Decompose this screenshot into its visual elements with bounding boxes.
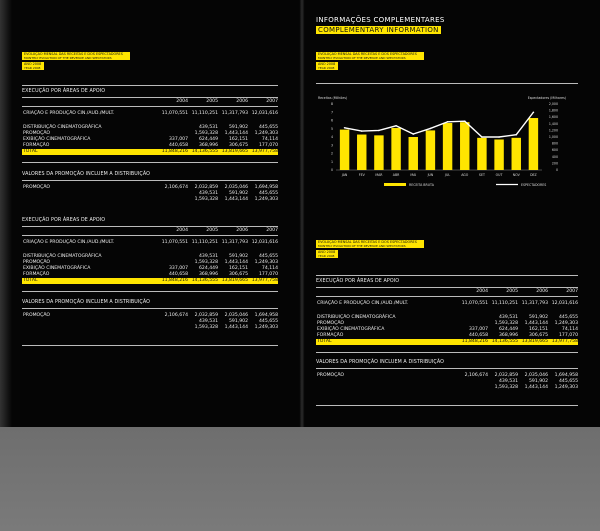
legend-swatch-bars bbox=[384, 183, 406, 186]
y-tick-label: 6 bbox=[330, 118, 333, 123]
line-point bbox=[378, 130, 380, 132]
value-cell: 445,655 bbox=[259, 319, 278, 324]
total-row bbox=[22, 278, 278, 284]
section-title: VALORES DA PROMOÇÃO INCLUEM A DISTRIBUIÇÃO bbox=[22, 300, 151, 305]
line-point bbox=[412, 133, 414, 135]
row-label: TOTAL bbox=[23, 278, 38, 283]
x-tick-label: NOV bbox=[512, 173, 520, 177]
section-title: VALORES DA PROMOÇÃO INCLUEM A DISTRIBUIÇÃO bbox=[22, 172, 151, 177]
value-cell: 11,070,551 bbox=[161, 240, 188, 245]
value-cell: 13,819,665 bbox=[221, 149, 248, 154]
bar bbox=[494, 139, 503, 170]
value-cell: 2,035,046 bbox=[224, 185, 248, 190]
year-header-row bbox=[22, 228, 278, 234]
table-row bbox=[22, 240, 278, 246]
value-cell: 14,136,555 bbox=[491, 339, 518, 344]
y2-tick-label: 1,400 bbox=[548, 121, 558, 126]
year-header-row bbox=[316, 289, 578, 295]
value-cell: 1,443,144 bbox=[224, 131, 248, 136]
value-cell: 337,007 bbox=[169, 266, 188, 271]
x-tick-label: JUN bbox=[427, 173, 434, 177]
row-label: FORMAÇÃO bbox=[23, 143, 50, 148]
value-cell: 1,249,303 bbox=[554, 385, 578, 390]
row-label: PROMOÇÃO bbox=[23, 260, 51, 265]
row-label: DISTRIBUIÇÃO CINEMATOGRÁFICA bbox=[23, 125, 102, 130]
y2-tick-label: 800 bbox=[551, 141, 558, 146]
divider bbox=[22, 226, 278, 227]
value-cell: 1,593,328 bbox=[194, 325, 218, 330]
value-cell: 445,655 bbox=[559, 379, 578, 384]
value-cell: 74,114 bbox=[561, 327, 578, 332]
row-label: DISTRIBUIÇÃO CINEMATOGRÁFICA bbox=[23, 254, 102, 259]
heading-block bbox=[22, 52, 278, 70]
divider bbox=[316, 83, 578, 84]
value-cell: 445,655 bbox=[559, 315, 578, 320]
value-cell: 1,443,144 bbox=[524, 321, 548, 326]
line-point bbox=[464, 120, 466, 122]
value-cell: 11,848,216 bbox=[161, 278, 188, 283]
value-cell: 11,848,216 bbox=[161, 149, 188, 154]
value-cell: 1,249,303 bbox=[254, 197, 278, 202]
x-tick-label: JUL bbox=[445, 173, 451, 177]
line-point bbox=[498, 136, 500, 138]
value-cell: 177,070 bbox=[559, 333, 578, 338]
y2-tick-label: 600 bbox=[551, 148, 558, 153]
value-cell: 1,249,303 bbox=[254, 260, 278, 265]
line-point bbox=[447, 121, 449, 123]
divider bbox=[316, 368, 578, 369]
heading-year-en: YEAR 2008 bbox=[22, 66, 44, 70]
heading-year-en: YEAR 2008 bbox=[316, 254, 338, 258]
monthly-chart bbox=[316, 92, 578, 190]
row-label: PROMOÇÃO bbox=[23, 313, 51, 318]
y2-tick-label: 1,800 bbox=[548, 108, 558, 113]
value-cell: 14,136,555 bbox=[191, 149, 218, 154]
value-cell: 162,151 bbox=[229, 137, 248, 142]
line-point bbox=[344, 127, 346, 129]
line-point bbox=[395, 125, 397, 127]
value-cell: 1,249,303 bbox=[254, 131, 278, 136]
section-title: EXECUÇÃO POR ÁREAS DE APOIO bbox=[22, 218, 106, 223]
x-tick-label: MAI bbox=[410, 173, 417, 177]
value-cell: 14,136,555 bbox=[191, 278, 218, 283]
value-cell: 11,110,251 bbox=[191, 111, 218, 116]
year-cell: 2005 bbox=[506, 289, 518, 294]
value-cell: 11,110,251 bbox=[491, 301, 518, 306]
line-point bbox=[361, 130, 363, 132]
divider bbox=[22, 345, 278, 346]
value-cell: 591,902 bbox=[529, 379, 548, 384]
value-cell: 591,902 bbox=[229, 319, 248, 324]
x-tick-label: OUT bbox=[495, 173, 503, 177]
divider bbox=[316, 405, 578, 406]
bar bbox=[512, 138, 521, 170]
section-title: EXECUÇÃO POR ÁREAS DE APOIO bbox=[22, 89, 106, 94]
value-cell: 1,443,144 bbox=[224, 197, 248, 202]
y-tick-label: 0 bbox=[330, 168, 333, 172]
year-cell: 2007 bbox=[266, 228, 278, 233]
divider bbox=[22, 162, 278, 163]
y-tick-label: 5 bbox=[330, 126, 333, 131]
y-tick-label: 8 bbox=[330, 102, 333, 106]
y2-axis-label: Espectadores (Milhares) bbox=[527, 96, 566, 100]
value-cell: 445,655 bbox=[259, 254, 278, 259]
page-title: INFORMAÇÕES COMPLEMENTARES bbox=[316, 16, 445, 24]
value-cell: 11,317,793 bbox=[221, 240, 248, 245]
year-cell: 2005 bbox=[206, 99, 218, 104]
table-surface bbox=[0, 427, 600, 531]
y2-tick-label: 400 bbox=[551, 154, 558, 159]
bar bbox=[477, 138, 486, 170]
value-cell: 12,031,616 bbox=[551, 301, 578, 306]
value-cell: 1,593,328 bbox=[194, 131, 218, 136]
year-cell: 2004 bbox=[176, 228, 188, 233]
year-cell: 2006 bbox=[236, 99, 248, 104]
value-cell: 439,531 bbox=[499, 379, 518, 384]
table-row bbox=[316, 301, 578, 307]
divider bbox=[22, 85, 278, 86]
line-point bbox=[533, 111, 535, 113]
value-cell: 162,151 bbox=[529, 327, 548, 332]
y2-tick-label: 1,000 bbox=[548, 135, 558, 139]
value-cell: 11,317,793 bbox=[521, 301, 548, 306]
value-cell: 591,902 bbox=[229, 191, 248, 196]
line-point bbox=[430, 128, 432, 130]
heading-tag-en: MONTHLY EVOLUTION OF THE REVENUE AND SPECTATORS bbox=[316, 244, 424, 248]
value-cell: 2,106,674 bbox=[164, 313, 188, 318]
value-cell: 2,106,674 bbox=[464, 373, 488, 378]
divider bbox=[22, 235, 278, 236]
value-cell: 162,151 bbox=[229, 266, 248, 271]
value-cell: 74,114 bbox=[261, 266, 278, 271]
row-label: FORMAÇÃO bbox=[317, 333, 344, 338]
row-label: CRIAÇÃO E PRODUÇÃO CIN./AUD./MULT. bbox=[23, 240, 115, 245]
year-header-row bbox=[22, 99, 278, 105]
value-cell: 11,848,216 bbox=[461, 339, 488, 344]
bar bbox=[460, 122, 469, 170]
year-cell: 2006 bbox=[536, 289, 548, 294]
value-cell: 445,655 bbox=[259, 191, 278, 196]
divider bbox=[316, 296, 578, 297]
year-cell: 2004 bbox=[176, 99, 188, 104]
value-cell: 2,032,859 bbox=[494, 373, 518, 378]
heading-tag-en: MONTHLY EVOLUTION OF THE REVENUE AND SPECTATORS bbox=[316, 56, 424, 60]
value-cell: 13,819,665 bbox=[221, 278, 248, 283]
y-tick-label: 3 bbox=[330, 143, 333, 148]
bar bbox=[409, 137, 418, 170]
chart-canvas bbox=[316, 92, 578, 190]
value-cell: 439,531 bbox=[199, 191, 218, 196]
value-cell: 13,977,758 bbox=[251, 149, 278, 154]
table-row bbox=[22, 325, 278, 331]
y2-tick-label: 2,000 bbox=[548, 102, 558, 106]
x-tick-label: SET bbox=[478, 173, 485, 177]
x-tick-label: DEZ bbox=[530, 173, 537, 177]
value-cell: 439,531 bbox=[199, 125, 218, 130]
y-tick-label: 4 bbox=[330, 135, 333, 139]
value-cell: 2,032,859 bbox=[194, 313, 218, 318]
value-cell: 2,035,046 bbox=[524, 373, 548, 378]
heading-tag-en: MONTHLY EVOLUTION OF THE REVENUE AND SPECTATORS bbox=[22, 56, 130, 60]
row-label: EXIBIÇÃO CINEMATOGRÁFICA bbox=[317, 327, 385, 332]
value-cell: 439,531 bbox=[199, 254, 218, 259]
series-line bbox=[345, 112, 534, 137]
value-cell: 177,070 bbox=[259, 143, 278, 148]
section-title: EXECUÇÃO POR ÁREAS DE APOIO bbox=[316, 279, 400, 284]
value-cell: 440,658 bbox=[169, 143, 188, 148]
heading-tag: EVOLUÇÃO MENSAL DAS RECEITAS E DOS ESPECTADORES bbox=[316, 52, 424, 56]
line-point bbox=[515, 134, 517, 136]
value-cell: 11,317,793 bbox=[221, 111, 248, 116]
left-page bbox=[22, 0, 278, 427]
heading-year: ANO 2008 bbox=[316, 62, 338, 66]
heading-year-en: YEAR 2008 bbox=[316, 66, 338, 70]
legend-label: RECEITA BRUTA bbox=[409, 183, 434, 187]
heading-block-2 bbox=[316, 240, 578, 258]
value-cell: 368,996 bbox=[199, 272, 218, 277]
legend-label: ESPECTADORES bbox=[521, 183, 547, 187]
value-cell: 11,070,551 bbox=[461, 301, 488, 306]
table-row bbox=[22, 197, 278, 203]
value-cell: 591,902 bbox=[229, 254, 248, 259]
x-tick-label: AGO bbox=[461, 173, 469, 177]
value-cell: 2,106,674 bbox=[164, 185, 188, 190]
value-cell: 445,655 bbox=[259, 125, 278, 130]
divider bbox=[316, 287, 578, 288]
value-cell: 624,449 bbox=[199, 266, 218, 271]
row-label: FORMAÇÃO bbox=[23, 272, 50, 277]
value-cell: 591,902 bbox=[229, 125, 248, 130]
row-label: CRIAÇÃO E PRODUÇÃO CIN./AUD./MULT. bbox=[23, 111, 115, 116]
value-cell: 439,531 bbox=[499, 315, 518, 320]
y2-tick-label: 1,600 bbox=[548, 115, 558, 120]
value-cell: 1,593,328 bbox=[494, 321, 518, 326]
year-cell: 2007 bbox=[566, 289, 578, 294]
value-cell: 624,449 bbox=[499, 327, 518, 332]
value-cell: 368,996 bbox=[499, 333, 518, 338]
y-tick-label: 2 bbox=[330, 151, 333, 156]
value-cell: 1,694,958 bbox=[554, 373, 578, 378]
value-cell: 12,031,616 bbox=[251, 240, 278, 245]
value-cell: 2,032,859 bbox=[194, 185, 218, 190]
y2-tick-label: 1,200 bbox=[548, 128, 558, 133]
book-spine bbox=[299, 0, 305, 427]
total-row bbox=[22, 149, 278, 155]
divider bbox=[22, 180, 278, 181]
value-cell: 1,694,958 bbox=[254, 313, 278, 318]
row-label: PROMOÇÃO bbox=[317, 321, 345, 326]
value-cell: 368,996 bbox=[199, 143, 218, 148]
value-cell: 440,658 bbox=[169, 272, 188, 277]
divider bbox=[22, 308, 278, 309]
heading-block bbox=[316, 52, 578, 70]
row-label: PROMOÇÃO bbox=[317, 373, 345, 378]
year-cell: 2005 bbox=[206, 228, 218, 233]
row-label: EXIBIÇÃO CINEMATOGRÁFICA bbox=[23, 137, 91, 142]
row-label: CRIAÇÃO E PRODUÇÃO CIN./AUD./MULT. bbox=[317, 301, 409, 306]
divider bbox=[22, 97, 278, 98]
value-cell: 306,675 bbox=[529, 333, 548, 338]
value-cell: 306,675 bbox=[229, 143, 248, 148]
bar bbox=[357, 135, 366, 170]
divider bbox=[22, 106, 278, 107]
row-label: TOTAL bbox=[23, 149, 38, 154]
y2-tick-label: 200 bbox=[551, 161, 558, 166]
value-cell: 1,443,144 bbox=[524, 385, 548, 390]
row-label: EXIBIÇÃO CINEMATOGRÁFICA bbox=[23, 266, 91, 271]
value-cell: 1,593,328 bbox=[194, 260, 218, 265]
value-cell: 1,593,328 bbox=[494, 385, 518, 390]
row-label: PROMOÇÃO bbox=[23, 131, 51, 136]
year-cell: 2007 bbox=[266, 99, 278, 104]
value-cell: 1,694,958 bbox=[254, 185, 278, 190]
right-page bbox=[316, 0, 578, 427]
value-cell: 11,110,251 bbox=[191, 240, 218, 245]
bar bbox=[391, 128, 400, 170]
value-cell: 1,249,303 bbox=[254, 325, 278, 330]
value-cell: 74,114 bbox=[261, 137, 278, 142]
year-cell: 2004 bbox=[476, 289, 488, 294]
heading-year: ANO 2008 bbox=[316, 250, 338, 254]
table-row bbox=[316, 385, 578, 391]
value-cell: 1,443,144 bbox=[224, 260, 248, 265]
value-cell: 1,249,303 bbox=[554, 321, 578, 326]
page-title-en: COMPLEMENTARY INFORMATION bbox=[318, 26, 439, 34]
value-cell: 12,031,616 bbox=[251, 111, 278, 116]
row-label: PROMOÇÃO bbox=[23, 185, 51, 190]
x-tick-label: MAR bbox=[375, 173, 383, 177]
bar bbox=[426, 130, 435, 170]
bar bbox=[443, 123, 452, 170]
divider bbox=[316, 275, 578, 276]
x-tick-label: FEV bbox=[358, 173, 365, 177]
y-tick-label: 7 bbox=[330, 110, 333, 115]
row-label: DISTRIBUIÇÃO CINEMATOGRÁFICA bbox=[317, 315, 396, 320]
value-cell: 177,070 bbox=[259, 272, 278, 277]
y-axis-label: Receitas (Milhões) bbox=[318, 96, 348, 100]
bar bbox=[374, 135, 383, 170]
x-tick-label: ABR bbox=[392, 173, 400, 177]
value-cell: 13,977,758 bbox=[251, 278, 278, 283]
value-cell: 1,593,328 bbox=[194, 197, 218, 202]
value-cell: 1,443,144 bbox=[224, 325, 248, 330]
value-cell: 591,902 bbox=[529, 315, 548, 320]
value-cell: 11,070,551 bbox=[161, 111, 188, 116]
line-point bbox=[481, 136, 483, 138]
value-cell: 440,658 bbox=[469, 333, 488, 338]
heading-tag: EVOLUÇÃO MENSAL DAS RECEITAS E DOS ESPECTADORES bbox=[22, 52, 130, 56]
value-cell: 337,007 bbox=[469, 327, 488, 332]
heading-year: ANO 2008 bbox=[22, 62, 44, 66]
value-cell: 337,007 bbox=[169, 137, 188, 142]
divider bbox=[316, 352, 578, 353]
year-cell: 2006 bbox=[236, 228, 248, 233]
total-row bbox=[316, 339, 578, 345]
value-cell: 13,977,758 bbox=[551, 339, 578, 344]
value-cell: 306,675 bbox=[229, 272, 248, 277]
bar bbox=[529, 118, 538, 170]
value-cell: 13,819,665 bbox=[521, 339, 548, 344]
y-tick-label: 1 bbox=[330, 159, 333, 164]
row-label: TOTAL bbox=[317, 339, 332, 344]
y2-tick-label: 0 bbox=[555, 168, 558, 172]
value-cell: 624,449 bbox=[199, 137, 218, 142]
divider bbox=[22, 291, 278, 292]
section-title: VALORES DA PROMOÇÃO INCLUEM A DISTRIBUIÇÃO bbox=[316, 360, 445, 365]
x-tick-label: JAN bbox=[341, 173, 348, 177]
value-cell: 439,531 bbox=[199, 319, 218, 324]
bar bbox=[340, 130, 349, 170]
table-row bbox=[22, 111, 278, 117]
heading-tag: EVOLUÇÃO MENSAL DAS RECEITAS E DOS ESPECTADORES bbox=[316, 240, 424, 244]
value-cell: 2,035,046 bbox=[224, 313, 248, 318]
